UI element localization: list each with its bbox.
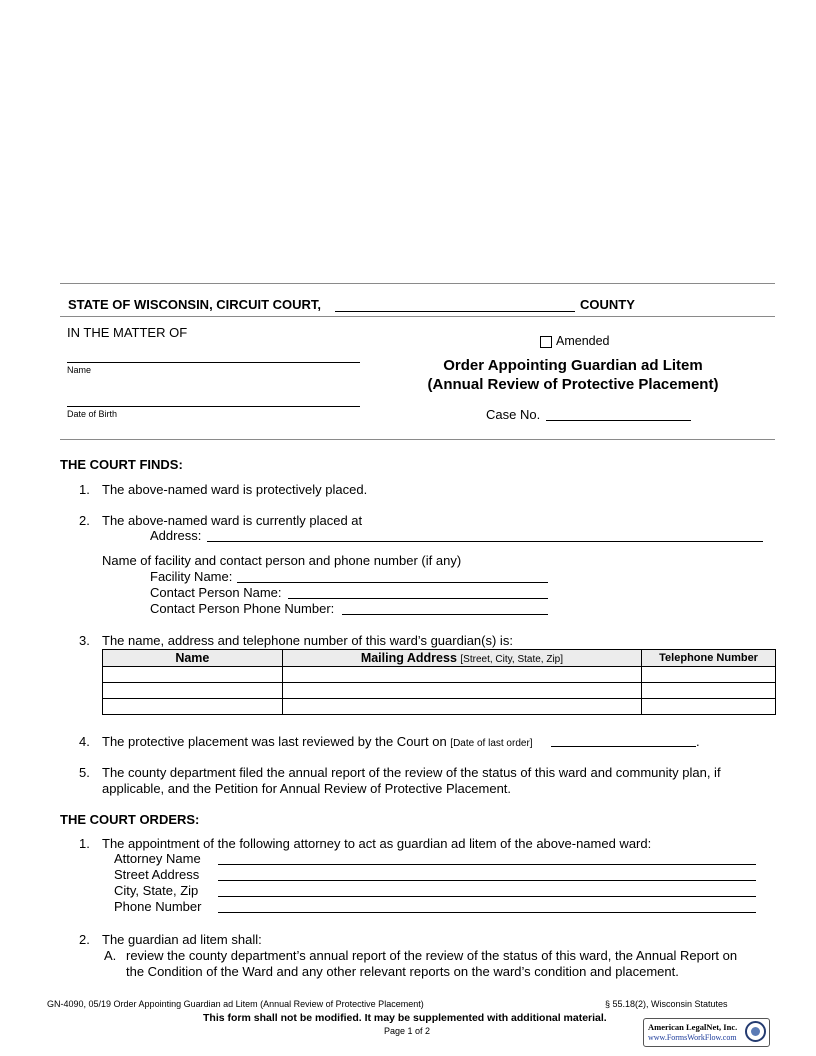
contact-name-field[interactable] bbox=[288, 598, 548, 599]
col-mailing-header bbox=[282, 650, 641, 667]
phone-number-field[interactable] bbox=[218, 912, 756, 913]
last-review-date-field[interactable] bbox=[551, 746, 696, 747]
orders-item-2a-line-1: review the county department’s annual report of the review of the status of this ward, the Annual Report on bbox=[126, 948, 738, 963]
finds-item-1: The above-named ward is protectively placed. bbox=[102, 482, 368, 497]
date-note: [Date of last order] bbox=[450, 738, 533, 749]
orders-item-2a-label: A. bbox=[104, 948, 117, 963]
city-state-zip-field[interactable] bbox=[218, 896, 756, 897]
cell-phone[interactable] bbox=[642, 683, 776, 699]
form-title: Order Appointing Guardian ad Litem bbox=[443, 357, 703, 374]
court-finds-heading: THE COURT FINDS: bbox=[60, 457, 183, 472]
facility-name-label: Facility Name: bbox=[150, 569, 233, 584]
matter-label: IN THE MATTER OF bbox=[67, 325, 188, 340]
col-name-header: Name bbox=[103, 650, 283, 667]
case-no-label: Case No. bbox=[486, 407, 541, 422]
col-phone-header: Telephone Number bbox=[642, 650, 776, 667]
attorney-name-label: Attorney Name bbox=[114, 851, 201, 866]
orders-item-2: The guardian ad litem shall: bbox=[102, 932, 262, 947]
finds-item-5-line-1: The county department filed the annual report of the review of the status of this ward and community plan, if bbox=[102, 765, 721, 780]
finds-item-4-number: 4. bbox=[79, 734, 90, 749]
table-row bbox=[103, 699, 776, 715]
county-label: COUNTY bbox=[580, 297, 635, 312]
header-rule bbox=[60, 316, 775, 317]
amended-option[interactable] bbox=[540, 334, 610, 348]
cell-address[interactable] bbox=[282, 683, 641, 699]
header-bottom-rule bbox=[60, 439, 775, 440]
footer-notice: This form shall not be modified. It may be supplemented with additional material. bbox=[203, 1012, 607, 1024]
finds-item-5-number: 5. bbox=[79, 765, 90, 780]
logo-company: American LegalNet, Inc. bbox=[648, 1022, 738, 1032]
finds-item-4 bbox=[102, 734, 533, 749]
footer-form-id: GN-4090, 05/19 Order Appointing Guardian ad Litem (Annual Review of Protective Placement) bbox=[47, 999, 424, 1009]
facility-name-field[interactable] bbox=[237, 582, 548, 583]
cell-name[interactable] bbox=[103, 683, 283, 699]
finds-item-2: The above-named ward is currently placed at bbox=[102, 513, 363, 528]
cell-address[interactable] bbox=[282, 699, 641, 715]
cell-name[interactable] bbox=[103, 667, 283, 683]
guardian-table bbox=[102, 649, 776, 715]
cell-name[interactable] bbox=[103, 699, 283, 715]
name-label: Name bbox=[67, 365, 92, 375]
orders-item-2a-line-2: the Condition of the Ward and any other relevant reports on the ward’s condition and placement. bbox=[126, 964, 679, 979]
facility-intro: Name of facility and contact person and phone number (if any) bbox=[102, 553, 462, 568]
footer-page-number: Page 1 of 2 bbox=[384, 1026, 431, 1036]
finds-item-1-number: 1. bbox=[79, 482, 90, 497]
attorney-name-field[interactable] bbox=[218, 864, 756, 865]
cell-address[interactable] bbox=[282, 667, 641, 683]
contact-name-label: Contact Person Name: bbox=[150, 585, 282, 600]
orders-item-1-number: 1. bbox=[79, 836, 90, 851]
court-orders-heading: THE COURT ORDERS: bbox=[60, 812, 200, 827]
amended-checkbox[interactable] bbox=[540, 336, 552, 348]
amended-label: Amended bbox=[556, 334, 610, 348]
col-mailing-note: [Street, City, State, Zip] bbox=[460, 654, 564, 665]
city-state-zip-label: City, State, Zip bbox=[114, 883, 199, 898]
guardian-table-header bbox=[103, 650, 776, 667]
american-legalnet-logo[interactable] bbox=[643, 1018, 770, 1047]
table-row bbox=[103, 683, 776, 699]
seal-icon bbox=[745, 1021, 766, 1042]
cell-phone[interactable] bbox=[642, 667, 776, 683]
dob-field[interactable] bbox=[67, 406, 360, 407]
street-address-field[interactable] bbox=[218, 880, 756, 881]
logo-url: www.FormsWorkFlow.com bbox=[648, 1033, 737, 1042]
contact-phone-field[interactable] bbox=[342, 614, 548, 615]
period: . bbox=[696, 734, 700, 749]
court-line: STATE OF WISCONSIN, CIRCUIT COURT, bbox=[68, 297, 322, 312]
cell-phone[interactable] bbox=[642, 699, 776, 715]
contact-phone-label: Contact Person Phone Number: bbox=[150, 601, 335, 616]
finds-item-3: The name, address and telephone number of this ward’s guardian(s) is: bbox=[102, 633, 513, 648]
address-field[interactable] bbox=[207, 541, 763, 542]
finds-item-5-line-2: applicable, and the Petition for Annual Review of Protective Placement. bbox=[102, 781, 512, 796]
finds-item-4-text: The protective placement was last reviewed by the Court on bbox=[102, 734, 447, 749]
footer-statute: § 55.18(2), Wisconsin Statutes bbox=[605, 999, 728, 1009]
table-row bbox=[103, 667, 776, 683]
finds-item-2-number: 2. bbox=[79, 513, 90, 528]
case-no-field[interactable] bbox=[546, 420, 691, 421]
top-rule bbox=[60, 283, 775, 284]
col-mailing-label: Mailing Address bbox=[360, 651, 457, 665]
phone-number-label: Phone Number bbox=[114, 899, 202, 914]
finds-item-3-number: 3. bbox=[79, 633, 90, 648]
county-field[interactable] bbox=[335, 311, 575, 312]
dob-label: Date of Birth bbox=[67, 409, 118, 419]
orders-item-2-number: 2. bbox=[79, 932, 90, 947]
name-field[interactable] bbox=[67, 362, 360, 363]
orders-item-1: The appointment of the following attorney to act as guardian ad litem of the above-named ward: bbox=[102, 836, 652, 851]
address-label: Address: bbox=[150, 528, 202, 543]
street-address-label: Street Address bbox=[114, 867, 200, 882]
form-subtitle: (Annual Review of Protective Placement) bbox=[427, 376, 719, 393]
